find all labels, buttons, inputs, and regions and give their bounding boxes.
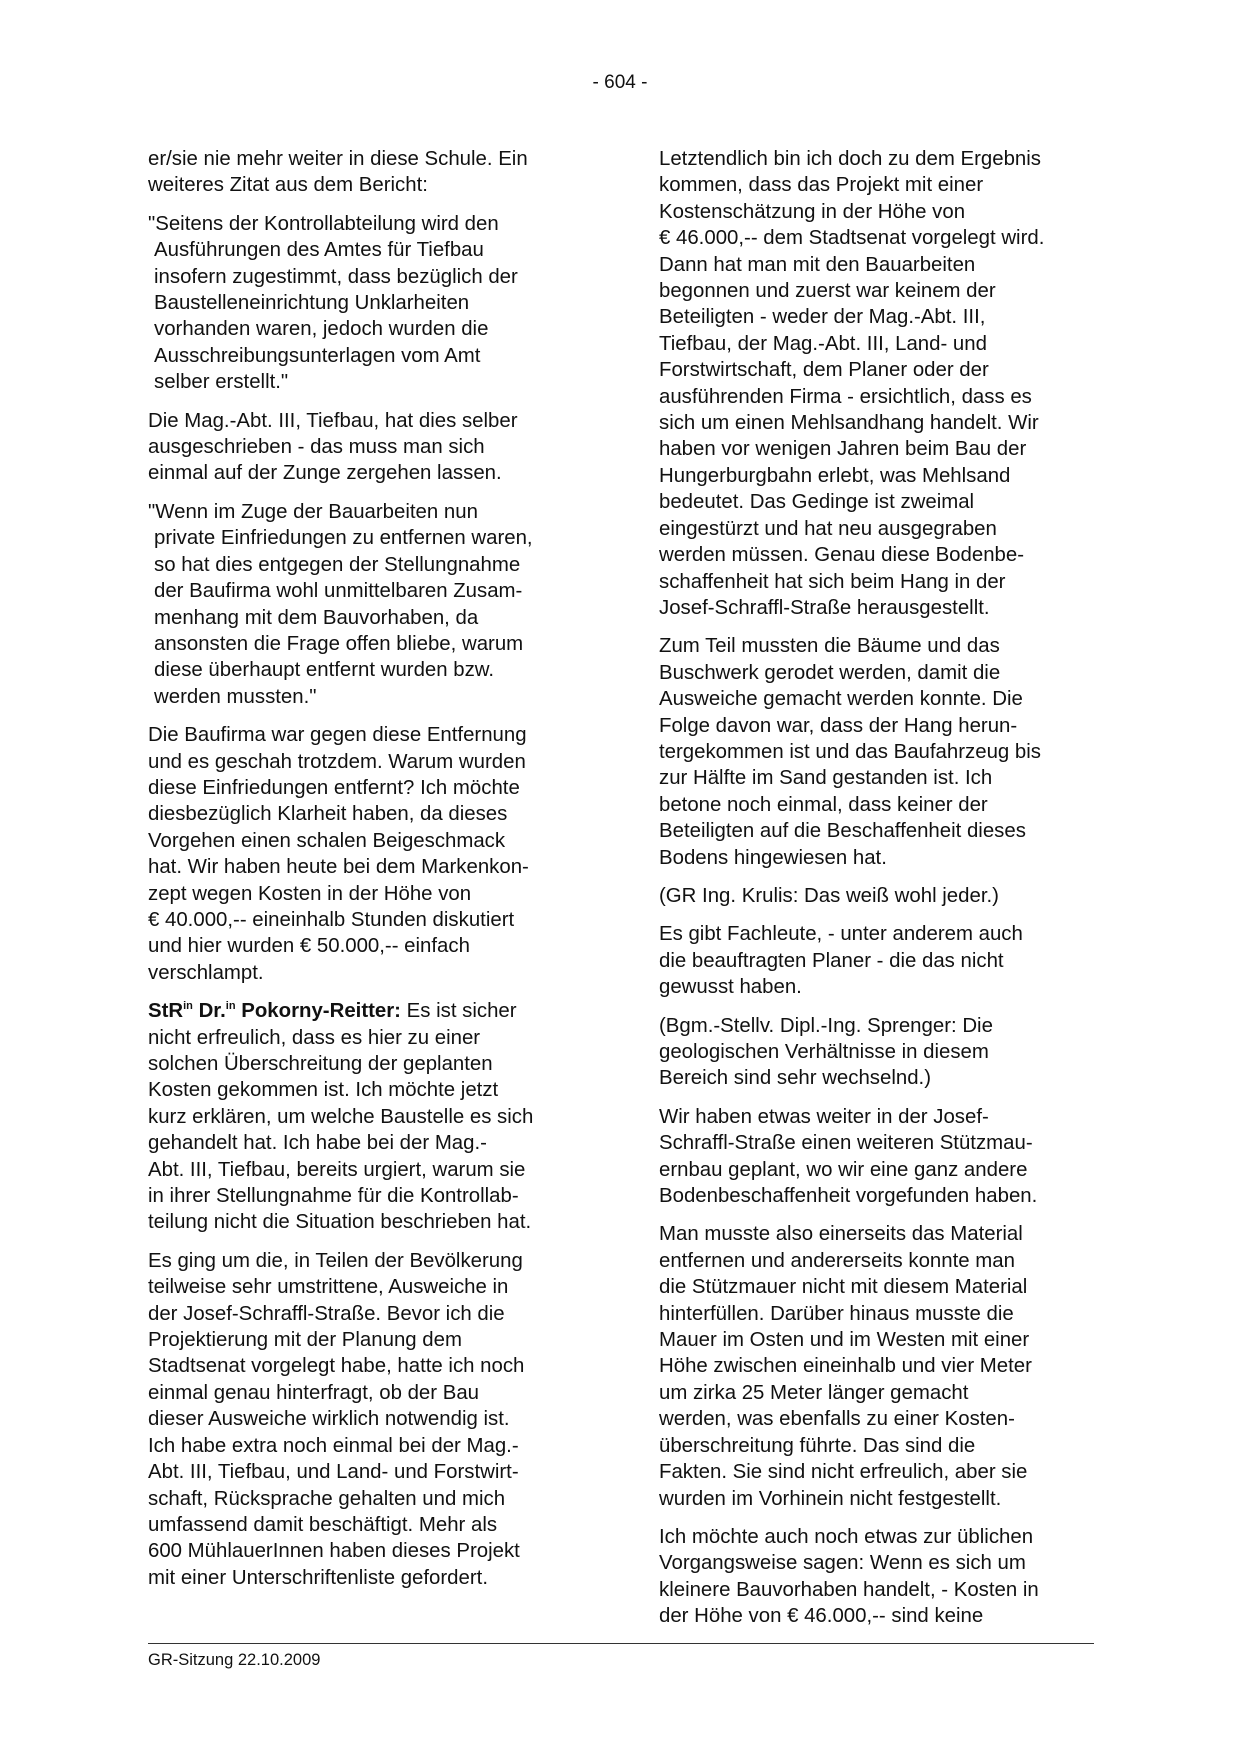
text-line: Projektierung mit der Planung dem <box>148 1329 462 1352</box>
text-line: Mauer im Osten und im Westen mit einer <box>659 1329 1030 1352</box>
text-line: die Stützmauer nicht mit diesem Material <box>659 1276 1028 1299</box>
text-line: der Josef-Schraffl-Straße. Bevor ich die <box>148 1302 505 1325</box>
text-line: Kostenschätzung in der Höhe von <box>659 200 966 223</box>
text-line: wurden im Vorhinein nicht festgestellt. <box>659 1487 1002 1510</box>
text-line: Man musste also einerseits das Material <box>659 1223 1023 1246</box>
text-line: Abt. III, Tiefbau, und Land- und Forstwirt- <box>148 1461 519 1484</box>
text-line: geologischen Verhältnisse in diesem <box>659 1041 989 1063</box>
text-line: teilung nicht die Situation beschrieben hat. <box>148 1211 532 1234</box>
speaker-name <box>148 1000 401 1022</box>
text-line <box>148 998 580 1024</box>
text-line: ansonsten die Frage offen bliebe, warum <box>154 632 524 655</box>
text-line: Die Mag.-Abt. III, Tiefbau, hat dies selber <box>148 409 518 432</box>
text-line: Vorgehen einen schalen Beigeschmack <box>148 829 506 852</box>
text-line: und es geschah trotzdem. Warum wurden <box>148 750 526 773</box>
speech-text: Es ist sicher <box>400 1000 517 1023</box>
text-line: € 40.000,-- eineinhalb Stunden diskutiert <box>148 908 515 931</box>
text-line: mit einer Unterschriftenliste gefordert. <box>148 1566 488 1589</box>
text-line: Beteiligten auf die Beschaffenheit dieses <box>659 820 1026 843</box>
footer-session-date: GR-Sitzung 22.10.2009 <box>148 1651 321 1669</box>
text-line: Dann hat man mit den Bauarbeiten <box>659 253 976 276</box>
text-line: entfernen und andererseits konnte man <box>659 1249 1015 1272</box>
text-line: bedeutet. Das Gedinge ist zweimal <box>659 491 975 514</box>
text-line: einmal genau hinterfragt, ob der Bau <box>148 1381 479 1404</box>
paragraph <box>659 883 1091 909</box>
text-line: Bereich sind sehr wechselnd.) <box>659 1067 932 1090</box>
text-line: betone noch einmal, dass keiner der <box>659 793 988 816</box>
paragraph <box>659 633 1091 871</box>
text-line: hat. Wir haben heute bei dem Markenkon- <box>148 856 529 879</box>
text-line: kleinere Bauvorhaben handelt, - Kosten in <box>659 1578 1039 1601</box>
text-line: einmal auf der Zunge zergehen lassen. <box>148 462 502 485</box>
text-line: überschreitung führte. Das sind die <box>659 1434 976 1457</box>
text-line: teilweise sehr umstrittene, Ausweiche in <box>148 1276 509 1299</box>
text-line: werden, was ebenfalls zu einer Kosten- <box>659 1408 1015 1431</box>
text-line: Ausweiche gemacht werden konnte. Die <box>659 688 1023 711</box>
text-line: haben vor wenigen Jahren beim Bau der <box>659 438 1027 461</box>
text-line: Ich möchte auch noch etwas zur üblichen <box>659 1525 1034 1548</box>
paragraph <box>659 1221 1091 1511</box>
text-line: Bodens hingewiesen hat. <box>659 846 887 869</box>
text-line: selber erstellt." <box>154 371 289 394</box>
text-line: hinterfüllen. Darüber hinaus musste die <box>659 1302 1014 1325</box>
text-line: Vorgangsweise sagen: Wenn es sich um <box>659 1552 1026 1575</box>
title-suffix: in <box>225 1000 236 1013</box>
text-line: private Einfriedungen zu entfernen waren, <box>154 527 533 550</box>
right-column <box>659 146 1091 1642</box>
text-line: (Bgm.-Stellv. Dipl.-Ing. Sprenger: Die <box>659 1014 993 1037</box>
text-line: umfassend damit beschäftigt. Mehr als <box>148 1513 498 1536</box>
text-line: Forstwirtschaft, dem Planer oder der <box>659 359 989 382</box>
text-line: werden mussten." <box>154 685 317 708</box>
text-line: Ausschreibungsunterlagen vom Amt <box>154 344 481 367</box>
paragraph <box>148 1248 580 1591</box>
quoted-paragraph <box>148 499 580 710</box>
speaker-name-part: Pokorny-Reitter: <box>235 1000 401 1023</box>
text-line: ausgeschrieben - das muss man sich <box>148 436 485 459</box>
text-line: Ausführungen des Amtes für Tiefbau <box>154 239 484 262</box>
text-line: diesbezüglich Klarheit haben, da dieses <box>148 803 508 826</box>
text-line: vorhanden waren, jedoch wurden die <box>154 318 489 341</box>
text-line: Fakten. Sie sind nicht erfreulich, aber sie <box>659 1461 1028 1484</box>
text-line: Baustelleneinrichtung Unklarheiten <box>154 292 470 315</box>
text-line: schaft, Rücksprache gehalten und mich <box>148 1487 506 1510</box>
text-line: und hier wurden € 50.000,-- einfach <box>148 935 470 958</box>
text-line: eingestürzt und hat neu ausgegraben <box>659 517 997 540</box>
text-line: Es gibt Fachleute, - unter anderem auch <box>659 923 1023 946</box>
text-line: verschlampt. <box>148 961 264 984</box>
paragraph <box>148 408 580 487</box>
text-line: schaffenheit hat sich beim Hang in der <box>659 570 1006 593</box>
text-line: € 46.000,-- dem Stadtsenat vorgelegt wird. <box>659 227 1045 250</box>
text-line: begonnen und zuerst war keinem der <box>659 280 996 303</box>
page-number: - 604 - <box>592 72 648 93</box>
text-line: Tiefbau, der Mag.-Abt. III, Land- und <box>659 332 987 355</box>
quoted-paragraph <box>148 211 580 396</box>
text-line: 600 MühlauerInnen haben dieses Projekt <box>148 1540 520 1563</box>
text-line: die beauftragten Planer - die das nicht <box>659 949 1004 972</box>
text-line: zur Hälfte im Sand gestanden ist. Ich <box>659 767 993 790</box>
text-line: Wir haben etwas weiter in der Josef- <box>659 1105 989 1128</box>
text-line: werden müssen. Genau diese Bodenbe- <box>659 544 1025 567</box>
text-line: Beteiligten - weder der Mag.-Abt. III, <box>659 306 986 329</box>
text-line: Kosten gekommen ist. Ich möchte jetzt <box>148 1079 499 1102</box>
text-line: (GR Ing. Krulis: Das weiß wohl jeder.) <box>659 884 999 907</box>
text-line: Stadtsenat vorgelegt habe, hatte ich noch <box>148 1355 525 1378</box>
text-line: ernbau geplant, wo wir eine ganz andere <box>659 1158 1028 1181</box>
paragraph <box>659 1524 1091 1630</box>
text-line: so hat dies entgegen der Stellungnahme <box>154 553 521 576</box>
title-suffix: in <box>183 1000 193 1013</box>
text-line: Zum Teil mussten die Bäume und das <box>659 635 1000 658</box>
speaker-paragraph <box>148 998 580 1236</box>
text-line: der Höhe von € 46.000,-- sind keine <box>659 1605 984 1628</box>
paragraph <box>659 146 1091 621</box>
text-line: Schraffl-Straße einen weiteren Stützmau- <box>659 1132 1033 1155</box>
text-line: "Seitens der Kontrollabteilung wird den <box>148 212 499 235</box>
text-line: diese Einfriedungen entfernt? Ich möchte <box>148 776 520 799</box>
text-line: Ich habe extra noch einmal bei der Mag.- <box>148 1434 519 1457</box>
paragraph <box>659 1104 1091 1210</box>
left-column <box>148 146 580 1603</box>
text-line: Es ging um die, in Teilen der Bevölkerung <box>148 1249 523 1272</box>
text-line: der Baufirma wohl unmittelbaren Zusam- <box>154 580 523 603</box>
text-line: ausführenden Firma - ersichtlich, dass es <box>659 385 1032 408</box>
text-line: sich um einen Mehlsandhang handelt. Wir <box>659 412 1039 435</box>
text-line: zept wegen Kosten in der Höhe von <box>148 882 472 905</box>
speaker-name-part: StR <box>148 1000 184 1023</box>
text-line: nicht erfreulich, dass es hier zu einer <box>148 1026 481 1049</box>
text-line: Josef-Schraffl-Straße herausgestellt. <box>659 596 990 619</box>
speaker-name-part: Dr. <box>192 1000 226 1023</box>
text-line: er/sie nie mehr weiter in diese Schule. Ein <box>148 148 528 170</box>
text-line: dieser Ausweiche wirklich notwendig ist. <box>148 1408 510 1431</box>
paragraph <box>148 722 580 986</box>
text-line: "Wenn im Zuge der Bauarbeiten nun <box>148 500 478 523</box>
text-line: Letztendlich bin ich doch zu dem Ergebnis <box>659 148 1041 170</box>
text-line: insofern zugestimmt, dass bezüglich der <box>154 265 518 288</box>
text-line: Folge davon war, dass der Hang herun- <box>659 714 1018 737</box>
footer-divider <box>148 1643 1094 1644</box>
text-line: kommen, dass das Projekt mit einer <box>659 174 984 197</box>
text-line: Höhe zwischen eineinhalb und vier Meter <box>659 1355 1032 1378</box>
paragraph <box>659 921 1091 1000</box>
text-line: gewusst haben. <box>659 976 802 999</box>
text-line: weiteres Zitat aus dem Bericht: <box>148 174 428 197</box>
text-line: diese überhaupt entfernt wurden bzw. <box>154 659 495 682</box>
text-line: tergekommen ist und das Baufahrzeug bis <box>659 740 1041 763</box>
paragraph <box>659 1013 1091 1092</box>
text-line: um zirka 25 Meter länger gemacht <box>659 1381 969 1404</box>
text-line: kurz erklären, um welche Baustelle es sich <box>148 1105 534 1128</box>
paragraph <box>148 146 580 199</box>
text-line: Bodenbeschaffenheit vorgefunden haben. <box>659 1185 1038 1208</box>
text-line: Buschwerk gerodet werden, damit die <box>659 661 1001 684</box>
text-line: Die Baufirma war gegen diese Entfernung <box>148 724 527 747</box>
text-line: menhang mit dem Bauvorhaben, da <box>154 606 479 629</box>
text-line: solchen Überschreitung der geplanten <box>148 1053 493 1075</box>
text-line: Hungerburgbahn erlebt, was Mehlsand <box>659 464 1011 487</box>
text-line: in ihrer Stellungnahme für die Kontrollab- <box>148 1185 519 1208</box>
text-line: Abt. III, Tiefbau, bereits urgiert, warum sie <box>148 1158 526 1181</box>
text-line: gehandelt hat. Ich habe bei der Mag.- <box>148 1132 487 1155</box>
